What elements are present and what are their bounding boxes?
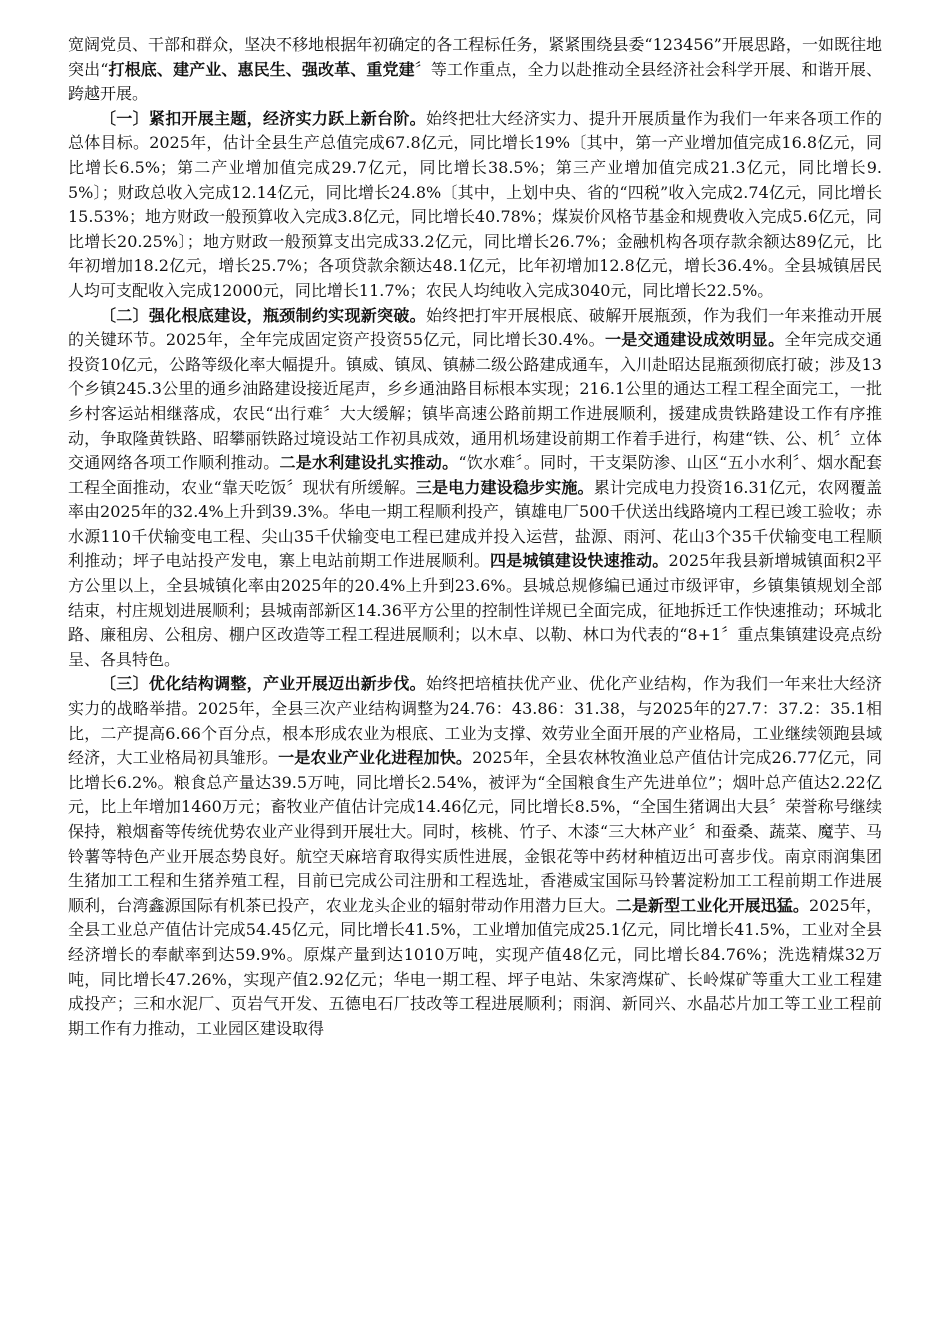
paragraph-intro (68, 33, 882, 107)
text-run: 全年完成交通投资10亿元，公路等级化率大幅提升。镇威、镇凤、镇赫二级公路建成通车，入川赴昭达昆瓶颈彻底打破；涉及13个乡镇245.3公里的通乡油路建设接近尾声，乡乡通油路目标根本实现；216.1公里的通达工程工程全面完工，一批乡村客运站相继落成，农民“出行难〞大大缓解；镇毕高速公路前期工作进展顺利，援建成贵铁路建设工作有序推动，争取隆黄铁路、昭攀丽铁路过境设站工作初具成效，通用机场建设前期工作着手进行，构建“铁、公、机〞立体交通网络各项工作顺利推动。 (68, 330, 882, 473)
text-run: 始终把打牢开展根底、破解开展瓶颈，作为我们一年来推动开展的关键环节。2025年，全年完成固定资产投资55亿元，同比增长30.4%。 (68, 305, 882, 350)
text-run: 宽阔党员、干部和群众，坚决不移地根据年初确定的各工程标任务，紧紧围绕县委“123456”开展思路，一如既往地突出“ (68, 35, 882, 79)
text-run: 始终把壮大经济实力、提升开展质量作为我们一年来各项工作的总体目标。2025年，估计全县生产总值完成67.8亿元，同比增长19%〔其中，第一产业增加值完成16.8亿元，同比增长6.5%；第二产业增加值完成29.7亿元，同比增长38.5%；第三产业增加值完成21.3亿元，同比增长9.5%〕；财政总收入完成12.14亿元，同比增长24.8%〔其中，上划中央、省的“四税”收入完成2.74亿元，同比增长15.53%；地方财政一般预算收入完成3.8亿元，同比增长40.78%；煤炭价风格节基金和规费收入完成5.6亿元，同比增长20.25%〕；地方财政一般预算支出完成33.2亿元，同比增长26.7%；金融机构各项存款余额达89亿元，比年初增加18.2亿元，增长25.7%；各项贷款余额达48.1亿元，比年初增加12.8亿元，增长36.4%。全县城镇居民人均可支配收入完成12000元，同比增长11.7%；农民人均纯收入完成3040元，同比增长22.5%。 (68, 108, 882, 300)
text-run: 累计完成电力投资16.31亿元，农网覆盖率由2025年的32.4%上升到39.3%。华电一期工程顺利投产，镇雄电厂500千伏送出线路境内工程已竣工验收；赤水源110千伏输变电工程、尖山35千伏输变电工程已建成并投入运营，盐源、雨河、花山3个35千伏输变电工程顺利推动；坪子电站投产发电，寨上电站前期工作进展顺利。 (68, 477, 882, 571)
paragraph-section-3 (68, 672, 882, 1041)
paragraph-section-2 (68, 304, 882, 673)
text-run: 始终把培植扶优产业、优化产业结构，作为我们一年来壮大经济实力的战略举措。2025年，全县三次产业结构调整为24.76：43.86：31.38，与2025年的27.7：37.2：35.1相比，二产提高6.66个百分点，根本形成农业为根底、工业为支撑、效劳业全面开展的产业格局，工业继续领跑县域经济，大工业格局初具雏形。 (68, 674, 882, 768)
subheading-transport: 一是交通建设成效明显。 (604, 330, 785, 350)
text-run: 2025年，全县工业总产值估计完成54.45亿元，同比增长41.5%，工业增加值完成25.1亿元，同比增长41.5%，工业对全县经济增长的奉献率到达59.9%。原煤产量到达1010万吨，实现产值48亿元，同比增长84.76%；洗选精煤32万吨，同比增长47.26%，实现产值2.92亿元；华电一期工程、坪子电站、朱家湾煤矿、长岭煤矿等重大工业工程建成投产；三和水泥厂、页岩气开发、五德电石厂技改等工程进展顺利；雨润、新同兴、水晶芯片加工等工业工程前期工作有力推动，工业园区建设取得 (68, 895, 882, 1038)
document-body (68, 33, 882, 1041)
subheading-water: 二是水利建设扎实推动。 (279, 453, 459, 473)
paragraph-section-1 (68, 107, 882, 304)
section-heading: 〔二〕强化根底建设，瓶颈制约实现新突破。 (100, 305, 426, 325)
text-run: “饮水难〞。同时，干支渠防渗、山区“五小水利〞、烟水配套工程全面推动，农业“靠天吃饭〞现状有所缓解。 (68, 453, 882, 497)
section-heading: 〔三〕优化结构调整，产业开展迈出新步伐。 (100, 674, 426, 694)
text-run: 〞等工作重点，全力以赴推动全县经济社会科学开展、和谐开展、跨越开展。 (68, 59, 882, 104)
subheading-industry: 二是新型工业化开展迅猛。 (615, 895, 810, 915)
text-run: 2025年，全县农林牧渔业总产值估计完成26.77亿元，同比增长6.2%。粮食总产量达39.5万吨，同比增长2.54%，被评为“全国粮食生产先进单位”；烟叶总产值达2.22亿元，比上年增加1460万元；畜牧业产值估计完成14.46亿元，同比增长8.5%，“全国生猪调出大县〞荣誉称号继续保持，粮烟畜等传统优势农业产业得到开展壮大。同时，核桃、竹子、木漆“三大林产业〞和蚕桑、蔬菜、魔芋、马铃薯等特色产业开展态势良好。航空天麻培育取得实质性进展，金银花等中药材种植迈出可喜步伐。南京雨润集团生猪加工工程和生猪养殖工程，目前已完成公司注册和工程选址，香港威宝国际马铃薯淀粉加工工程前期工作进展顺利，台湾鑫源国际有机茶已投产，农业龙头企业的辐射带动作用潜力巨大。 (68, 748, 882, 915)
text-run: 2025年我县新增城镇面积2平方公里以上，全县城镇化率由2025年的20.4%上升到23.6%。县城总规修编已通过市级评审，乡镇集镇规划全部结束，村庄规划进展顺利；县城南部新区14.36平方公里的控制性详规已全面完成，征地拆迁工作快速推动；环城北路、廉租房、公租房、棚户区改造等工程工程进展顺利；以木卓、以勒、林口为代表的“8+1〞重点集镇建设亮点纷呈、各具特色。 (68, 551, 882, 669)
section-heading: 〔一〕紧扣开展主题，经济实力跃上新台阶。 (100, 108, 426, 128)
subheading-agriculture: 一是农业产业化进程加快。 (278, 748, 473, 768)
bold-text-run: 打根底、建产业、惠民生、强改革、重党建 (108, 59, 415, 79)
subheading-urban: 四是城镇建设快速推动。 (490, 551, 669, 571)
subheading-power: 三是电力建设稳步实施。 (415, 477, 594, 497)
